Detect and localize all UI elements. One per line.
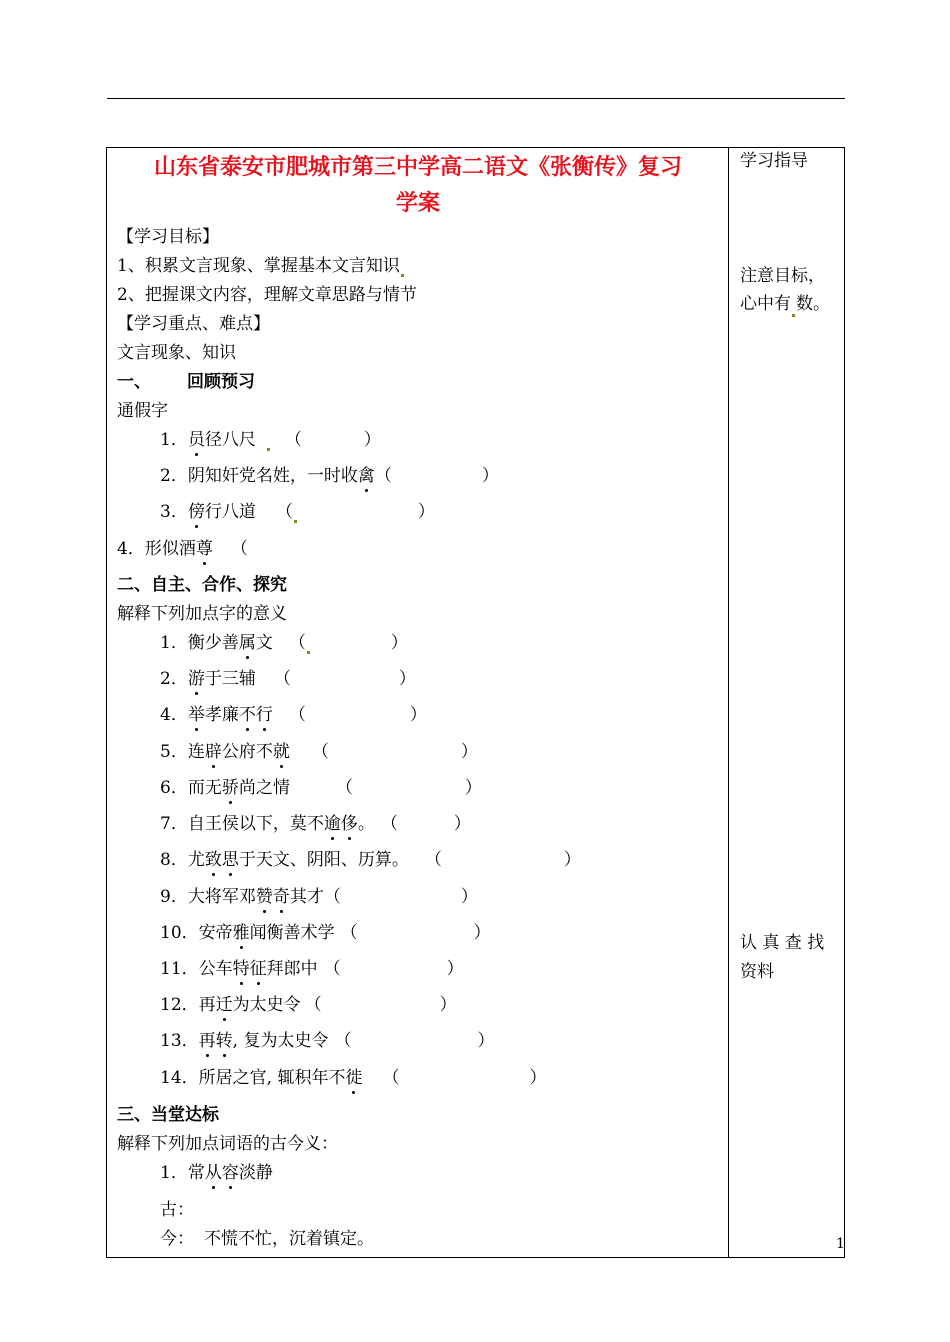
explain-item-12: 13．再转, 复为太史令 （ ） [160,1031,495,1051]
header-rule [107,98,845,99]
section-2-instruction: 解释下列加点字的意义 [117,604,287,624]
explain-item-11: 12．再迁为太史令 （ ） [160,995,457,1015]
tongjia-label: 通假字 [117,401,168,421]
goal-heading: 【学习目标】 [117,227,219,247]
study-sheet-table [106,147,845,1258]
main-column [107,148,728,1257]
explain-item-5: 6．而无骄尚之情 （ ） [160,778,482,798]
guidance-note-1a: 注意目标， [740,266,825,286]
marker-dot [792,314,795,317]
key-text: 文言现象、知识 [117,343,236,363]
explain-item-2: 2．游于三辅 （ ） [160,669,416,689]
explain-item-8: 9．大将军邓赞奇其才（ ） [160,887,478,907]
section-1-heading: 一、 回顾预习 [117,372,255,392]
tongjia-item-4: 4．形似酒尊 （ [117,539,248,559]
guidance-note-1b: 心中有 数。 [740,291,830,317]
marker-dot [401,274,404,277]
guidance-header: 学习指导 [740,151,808,171]
tongjia-item-1: 1．员径八尺 （ ） [160,430,381,450]
section-2-heading: 二、自主、合作、探究 [117,575,287,595]
key-heading: 【学习重点、难点】 [117,314,270,334]
marker-dot [307,651,310,654]
explain-item-1: 1．衡少善属文 （ ） [160,633,408,653]
explain-item-10: 11．公车特征拜郎中 （ ） [160,959,464,979]
gujin-item-1: 1．常从容淡静 [160,1163,273,1183]
tongjia-item-3: 3．傍行八道 （ ） [160,502,435,522]
jin-line: 今： 不慌不忙，沉着镇定。 [160,1229,374,1249]
title-line-2: 学案 [395,191,440,216]
explain-item-3: 4．举孝廉不行 （ ） [160,705,427,725]
guidance-note-2b: 资料 [740,962,774,982]
goal-2: 2、把握课文内容，理解文章思路与情节 [117,285,417,305]
section-3-heading: 三、当堂达标 [117,1105,219,1125]
guidance-note-2a: 认 真 查 找 [740,933,825,953]
goal-1: 1、积累文言现象、掌握基本文言知识 [117,255,405,277]
section-3-instruction: 解释下列加点词语的古今义： [117,1134,338,1154]
page-number: 1 [836,1236,845,1252]
guidance-column [729,148,846,1257]
explain-item-6: 7．自王侯以下，莫不逾侈。 （ ） [160,814,471,834]
tongjia-item-2: 2．阴知奸党名姓，一时收禽（ ） [160,466,499,486]
gu-label: 古： [160,1200,194,1220]
explain-item-4: 5．连辟公府不就 （ ） [160,742,478,762]
explain-item-13: 14．所居之官, 辄积年不徙 （ ） [160,1068,547,1088]
marker-dot [267,448,270,451]
explain-item-9: 10．安帝雅闻衡善术学 （ ） [160,923,491,943]
title-line-1: 山东省泰安市肥城市第三中学高二语文《张衡传》复习 [153,155,682,180]
marker-dot [294,520,297,523]
explain-item-7: 8．尤致思于天文、阴阳、历算。 （ ） [160,850,581,870]
